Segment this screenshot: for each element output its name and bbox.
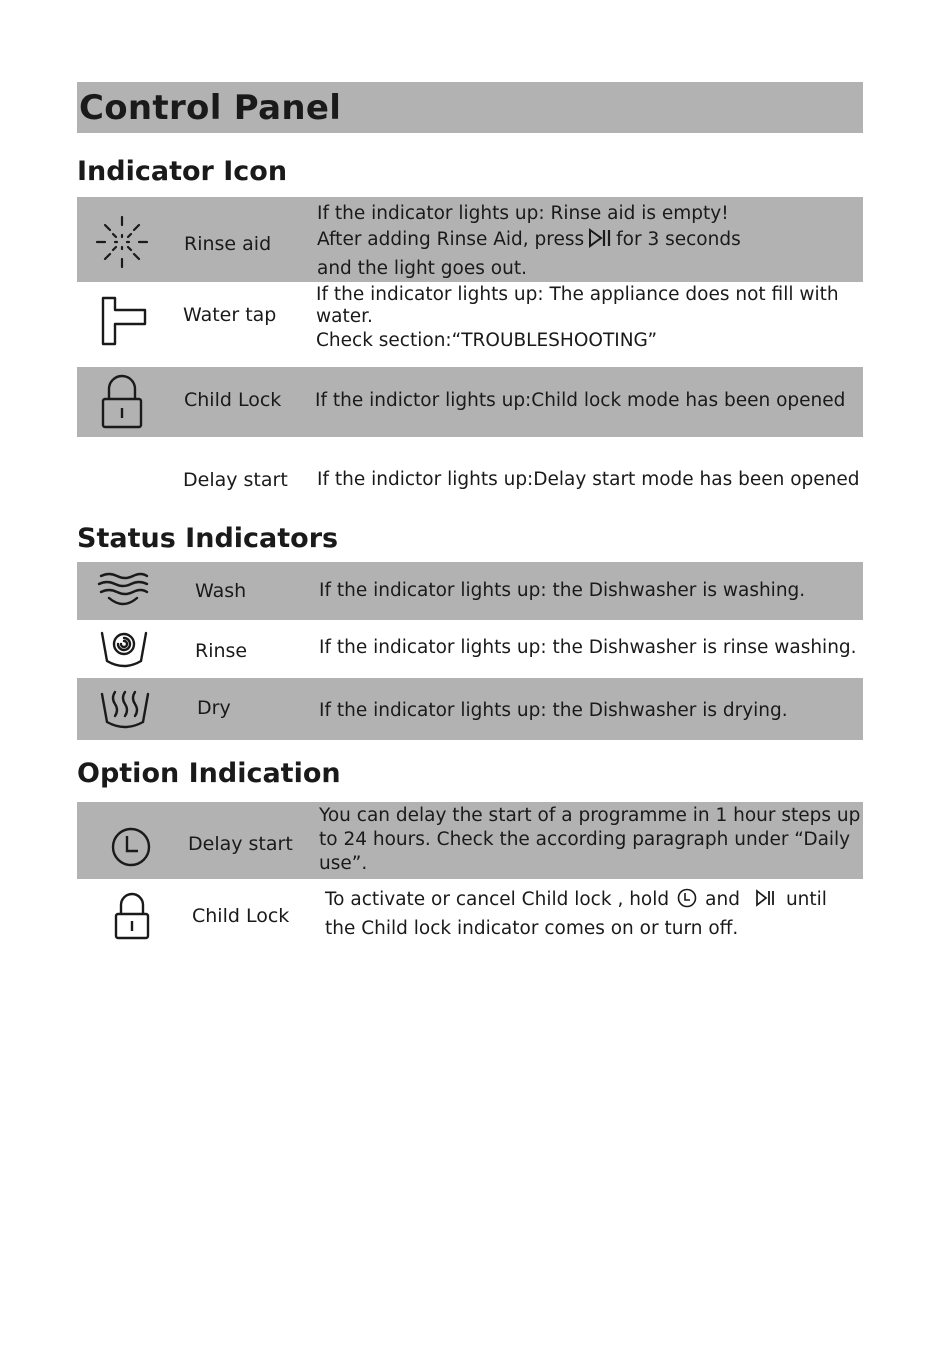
rinse-icon [99,627,149,671]
page-title: Control Panel [79,88,342,128]
delay-start-description: If the indictor lights up:Delay start mode has been opened [317,469,860,490]
child-lock-description: If the indictor lights up:Child lock mode has been opened [315,390,846,411]
section-title-indicator: Indicator Icon [77,156,288,187]
indicator-row-delay-start [77,440,863,500]
rinse-aid-icon [93,213,151,271]
title-bar [77,82,863,133]
dry-description: If the indicator lights up: the Dishwasher is drying. [319,700,788,721]
lock-icon [114,890,150,942]
dry-label: Dry [197,697,231,719]
indicator-row-water-tap [77,284,863,364]
wash-description: If the indicator lights up: the Dishwasher is washing. [319,580,806,601]
option-row-delay-start [77,802,863,879]
option-child-lock-label: Child Lock [192,905,290,927]
clock-icon [110,826,152,868]
rinse-label: Rinse [195,640,248,662]
water-tap-description: If the indicator lights up: The appliance does not fill with water. Check section:“TROUBLESHOOTING” [316,284,839,351]
water-tap-label: Water tap [183,304,277,326]
start-pause-icon [587,228,613,256]
status-row-wash [77,562,863,620]
option-delay-start-description: You can delay the start of a programme in 1 hour steps up to 24 hours. Check the according paragraph under “Daily use”. [319,805,861,874]
status-row-rinse [77,621,863,677]
rinse-description: If the indicator lights up: the Dishwasher is rinse washing. [319,637,857,658]
section-title-option: Option Indication [77,758,341,789]
clock-icon [677,888,697,916]
indicator-row-child-lock [77,367,863,437]
option-child-lock-description: To activate or cancel Child lock , hold and until the Child lock indicator comes on or turn off. [325,889,827,939]
status-row-dry [77,678,863,740]
rinse-aid-description: If the indicator lights up: Rinse aid is empty! After adding Rinse Aid, press for 3 seconds and the light goes out. [317,203,741,279]
child-lock-label: Child Lock [184,389,282,411]
wash-icon [95,570,151,610]
water-tap-icon [99,294,153,346]
wash-label: Wash [195,580,247,602]
lock-icon [101,371,143,431]
rinse-aid-label: Rinse aid [184,233,272,255]
section-title-status: Status Indicators [77,523,339,554]
option-delay-start-label: Delay start [188,833,293,855]
indicator-row-rinse-aid [77,197,863,282]
delay-start-label: Delay start [183,469,288,491]
dry-icon [99,688,151,732]
start-pause-icon [754,888,776,916]
option-row-child-lock [77,880,863,950]
